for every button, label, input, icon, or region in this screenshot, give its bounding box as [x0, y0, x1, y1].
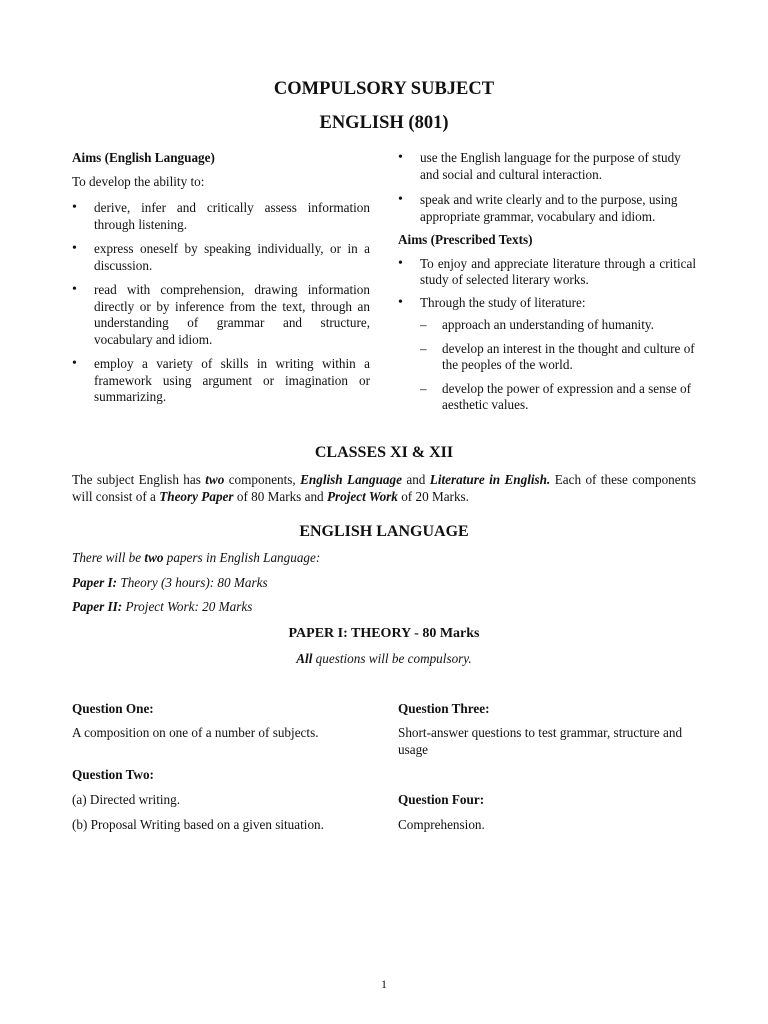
aims-language-intro: To develop the ability to: — [72, 173, 205, 189]
list-item: • use the English language for the purpose of study and social and cultural interaction. — [398, 150, 681, 182]
bullet-icon: • — [398, 150, 403, 165]
aims-texts-heading: Aims (Prescribed Texts) — [398, 232, 533, 247]
list-item: • employ a variety of skills in writing within a framework using argument or imagination or summarizing. — [72, 356, 370, 404]
aims-texts-sublist — [398, 317, 696, 414]
page-number: 1 — [381, 977, 387, 991]
aims-right-column — [398, 150, 696, 414]
list-item: – develop the power of expression and a sense of aesthetic values. — [420, 380, 692, 412]
english-language-heading: ENGLISH LANGUAGE — [299, 523, 469, 540]
paper-theory-note: All questions will be compulsory. — [296, 651, 472, 666]
dash-icon: – — [420, 380, 427, 396]
list-item: • Through the study of literature: — [398, 294, 586, 310]
page-subtitle: ENGLISH (801) — [319, 113, 449, 133]
question-three-text: Short-answer questions to test grammar, structure and usage — [398, 725, 683, 757]
question-four-label: Question Four: — [398, 792, 485, 807]
question-one-label: Question One: — [72, 701, 154, 716]
question-one-text: A composition on one of a number of subjects. — [72, 725, 319, 740]
classes-heading: CLASSES XI & XII — [314, 444, 454, 461]
aims-language-heading: Aims (English Language) — [72, 150, 215, 165]
bullet-icon: • — [72, 200, 77, 215]
paper-one-line: Paper I: Theory (3 hours): 80 Marks — [72, 575, 268, 590]
dash-icon: – — [420, 317, 427, 332]
list-item: • speak and write clearly and to the purpose, using appropriate grammar, vocabulary and idiom. — [398, 192, 678, 224]
aims-language-column — [72, 150, 370, 406]
aims-language-list — [72, 200, 370, 406]
list-item: • To enjoy and appreciate literature through a critical study of selected literary works. — [398, 255, 696, 287]
page-title: COMPULSORY SUBJECT — [273, 79, 495, 99]
classes-paragraph: The subject English has two components, English Language and Literature in English. Each of these components will consist of a Theory Paper of 80 Marks and Project Work of 20 Marks. — [72, 472, 697, 504]
dash-icon: – — [420, 340, 427, 356]
question-two-label: Question Two: — [72, 767, 154, 782]
bullet-icon: • — [398, 255, 403, 271]
list-item: – approach an understanding of humanity. — [420, 317, 654, 332]
aims-right-list — [398, 150, 696, 225]
list-item: • derive, infer and critically assess information through listening. — [72, 200, 370, 232]
aims-texts-list — [398, 256, 696, 312]
paper-two-line: Paper II: Project Work: 20 Marks — [72, 599, 253, 614]
list-item: • express oneself by speaking individually, or in a discussion. — [72, 241, 370, 273]
papers-intro: There will be two papers in English Language: — [72, 550, 321, 565]
question-three-label: Question Three: — [398, 701, 490, 716]
bullet-icon: • — [72, 241, 77, 256]
bullet-icon: • — [398, 294, 403, 310]
bullet-icon: • — [72, 356, 77, 371]
bullet-icon: • — [398, 192, 403, 207]
paper-theory-heading: PAPER I: THEORY - 80 Marks — [288, 626, 480, 641]
list-item: • read with comprehension, drawing information directly or by inference from the text, through an understanding of grammar and structure, vocabulary and idiom. — [72, 282, 370, 347]
bullet-icon: • — [72, 282, 77, 297]
question-four-text: Comprehension. — [398, 817, 485, 832]
question-two-a: (a) Directed writing. — [72, 792, 181, 807]
list-item: – develop an interest in the thought and culture of the peoples of the world. — [420, 340, 695, 372]
question-two-b: (b) Proposal Writing based on a given situation. — [72, 817, 324, 832]
